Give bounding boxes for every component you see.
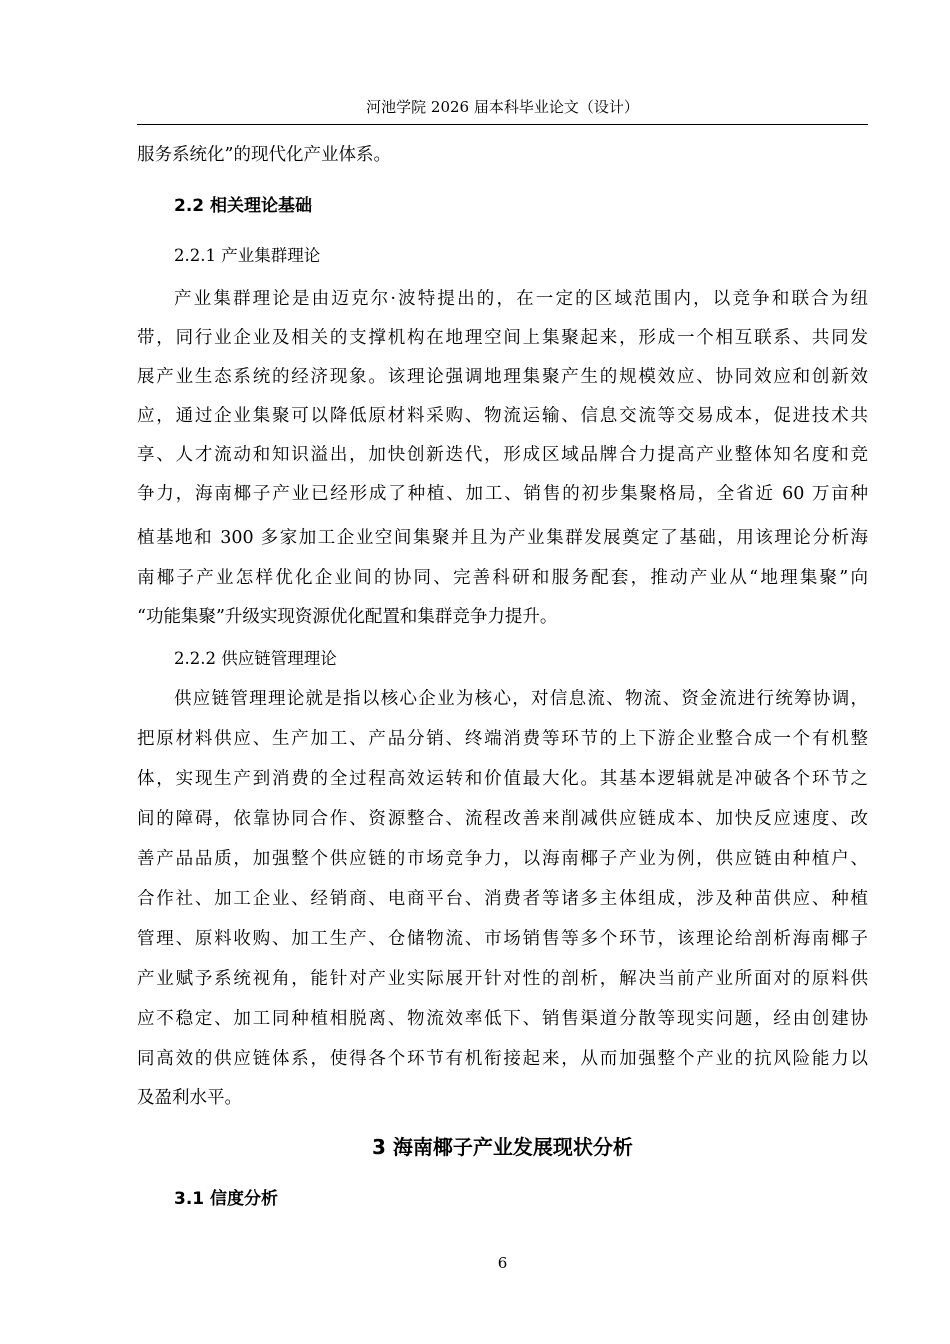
paragraph-line: 展产业生态系统的经济现象。该理论强调地理集聚产生的规模效应、协同效应和创新效 (137, 367, 868, 387)
intro-line: 服务系统化”的现代化产业体系。 (137, 145, 391, 165)
paragraph-line: 带，同行业企业及相关的支撑机构在地理空间上集聚起来，形成一个相互联系、共同发 (137, 328, 868, 348)
section-heading-3-1: 3.1 信度分析 (174, 1189, 279, 1209)
paragraph-line: 享、人才流动和知识溢出，加快创新迭代，形成区域品牌合力提高产业整体知名度和竞 (137, 445, 868, 465)
paragraph-line: 供应链管理理论就是指以核心企业为核心，对信息流、物流、资金流进行统筹协调， (174, 689, 868, 709)
paragraph-line: 应，通过企业集聚可以降低原材料采购、物流运输、信息交流等交易成本，促进技术共 (137, 406, 868, 426)
section-heading-2-2-2: 2.2.2 供应链管理理论 (174, 649, 337, 668)
paragraph-line: 善产品品质，加强整个供应链的市场竞争力，以海南椰子产业为例，供应链由种植户、 (137, 849, 868, 869)
paragraph-line: 产业赋予系统视角，能针对产业实际展开针对性的剖析，解决当前产业所面对的原料供 (137, 969, 868, 989)
paragraph-line: 及盈利水平。 (137, 1088, 242, 1108)
paragraph-line: 合作社、加工企业、经销商、电商平台、消费者等诸多主体组成，涉及种苗供应、种植 (137, 889, 868, 909)
paragraph-line: 间的障碍，依靠协同合作、资源整合、流程改善来削减供应链成本、加快反应速度、改 (137, 809, 868, 829)
paragraph-line: 管理、原料收购、加工生产、仓储物流、市场销售等多个环节，该理论给剖析海南椰子 (137, 929, 868, 949)
page-number: 6 (497, 1254, 508, 1272)
paragraph-line: 体，实现生产到消费的全过程高效运转和价值最大化。其基本逻辑就是冲破各个环节之 (137, 769, 868, 789)
paragraph-line: “功能集聚”升级实现资源优化配置和集群竞争力提升。 (137, 607, 558, 627)
paragraph-line: 植基地和 300 多家加工企业空间集聚并且为产业集群发展奠定了基础，用该理论分析海 (137, 528, 868, 548)
section-heading-2-2-1: 2.2.1 产业集群理论 (174, 246, 321, 265)
running-header: 河池学院 2026 届本科毕业论文（设计） (366, 98, 639, 116)
paragraph-line: 产业集群理论是由迈克尔·波特提出的，在一定的区域范围内，以竞争和联合为纽 (174, 289, 868, 309)
paragraph-line: 把原材料供应、生产加工、产品分销、终端消费等环节的上下游企业整合成一个有机整 (137, 729, 868, 749)
paragraph-line: 南椰子产业怎样优化企业间的协同、完善科研和服务配套，推动产业从“地理集聚”向 (137, 568, 868, 588)
chapter-heading-3: 3 海南椰子产业发展现状分析 (372, 1135, 633, 1159)
paragraph-line: 同高效的供应链体系，使得各个环节有机衔接起来，从而加强整个产业的抗风险能力以 (137, 1049, 868, 1069)
header-rule (137, 124, 868, 125)
section-heading-2-2: 2.2 相关理论基础 (174, 196, 313, 216)
paragraph-line: 争力，海南椰子产业已经形成了种植、加工、销售的初步集聚格局，全省近 60 万亩种 (137, 484, 868, 504)
paragraph-line: 应不稳定、加工同种植相脱离、物流效率低下、销售渠道分散等现实问题，经由创建协 (137, 1009, 868, 1029)
